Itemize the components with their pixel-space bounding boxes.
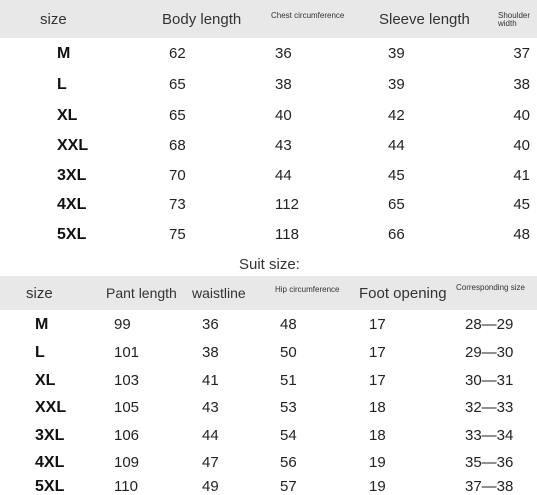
size-cell: XXL [57, 137, 89, 154]
table-cell: 19 [369, 478, 386, 495]
size-cell: XXL [35, 399, 67, 416]
table-cell: 53 [280, 399, 297, 416]
table-cell: 101 [114, 344, 140, 361]
table-cell: 36 [275, 45, 292, 62]
table-cell: 38 [275, 76, 292, 93]
header-sleeve-length: Sleeve length [379, 11, 470, 28]
table-cell: 110 [114, 478, 138, 495]
table-cell: 36 [202, 316, 219, 333]
table-cell: 18 [369, 427, 386, 444]
header-foot-opening: Foot opening [359, 285, 447, 302]
table-cell: 75 [169, 226, 186, 243]
table-cell: 38 [513, 76, 530, 93]
table-cell: 29—30 [465, 344, 514, 361]
table-cell: 41 [513, 167, 530, 184]
top-table-header [0, 0, 537, 38]
table-cell: 73 [169, 196, 186, 213]
size-cell: XL [57, 107, 78, 124]
table-cell: 45 [513, 196, 530, 213]
suit-size-caption: Suit size: [239, 256, 300, 273]
table-cell: 42 [388, 107, 405, 124]
table-cell: 70 [169, 167, 186, 184]
table-cell: 44 [202, 427, 219, 444]
size-cell: 3XL [57, 167, 87, 184]
table-cell: 18 [369, 399, 386, 416]
table-cell: 17 [369, 316, 386, 333]
table-cell: 37 [513, 45, 530, 62]
table-cell: 54 [280, 427, 297, 444]
table-cell: 39 [388, 45, 405, 62]
header-body-length: Body length [162, 11, 242, 28]
table-cell: 43 [202, 399, 219, 416]
table-cell: 32—33 [465, 399, 514, 416]
size-cell: L [35, 344, 45, 361]
table-cell: 48 [280, 316, 297, 333]
table-cell: 65 [169, 107, 186, 124]
table-cell: 57 [280, 478, 297, 495]
size-cell: 5XL [35, 478, 65, 495]
size-cell: 4XL [35, 454, 65, 471]
size-cell: M [57, 45, 71, 62]
table-cell: 99 [114, 316, 131, 333]
table-cell: 40 [275, 107, 292, 124]
header-hip-circumference: Hip circumference [275, 286, 340, 294]
size-cell: 3XL [35, 427, 65, 444]
table-cell: 30—31 [465, 372, 514, 389]
table-cell: 40 [513, 107, 530, 124]
table-cell: 19 [369, 454, 386, 471]
table-cell: 40 [513, 137, 530, 154]
table-cell: 41 [202, 372, 219, 389]
table-cell: 37—38 [465, 478, 514, 495]
table-cell: 48 [513, 226, 530, 243]
table-cell: 66 [388, 226, 405, 243]
table-cell: 56 [280, 454, 297, 471]
table-cell: 35—36 [465, 454, 514, 471]
table-cell: 51 [280, 372, 297, 389]
size-cell: 5XL [57, 226, 87, 243]
table-cell: 65 [388, 196, 405, 213]
table-cell: 33—34 [465, 427, 514, 444]
size-cell: M [35, 316, 49, 333]
table-cell: 17 [369, 344, 386, 361]
bottom-table-header [0, 276, 537, 310]
table-cell: 118 [275, 226, 299, 243]
table-cell: 103 [114, 372, 140, 389]
header-pant-length: Pant length [106, 285, 177, 301]
table-cell: 62 [169, 45, 186, 62]
table-cell: 105 [114, 399, 140, 416]
table-cell: 112 [275, 196, 299, 213]
table-cell: 106 [114, 427, 140, 444]
table-cell: 44 [388, 137, 405, 154]
size-cell: XL [35, 372, 56, 389]
header-size: size [26, 285, 53, 302]
table-cell: 109 [114, 454, 140, 471]
table-cell: 43 [275, 137, 292, 154]
table-cell: 39 [388, 76, 405, 93]
table-cell: 68 [169, 137, 186, 154]
size-cell: L [57, 76, 67, 93]
header-waistline: waistline [192, 285, 246, 301]
table-cell: 47 [202, 454, 219, 471]
table-cell: 44 [275, 167, 292, 184]
table-cell: 49 [202, 478, 219, 495]
table-cell: 50 [280, 344, 297, 361]
table-cell: 28—29 [465, 316, 514, 333]
table-cell: 65 [169, 76, 186, 93]
table-cell: 45 [388, 167, 405, 184]
header-corresponding-size: Corresponding size [456, 284, 525, 292]
header-shoulder-width: Shoulder width [498, 12, 531, 28]
table-cell: 17 [369, 372, 386, 389]
header-chest-circumference: Chest circumference [271, 12, 345, 20]
table-cell: 38 [202, 344, 219, 361]
header-size: size [40, 11, 67, 28]
size-cell: 4XL [57, 196, 87, 213]
